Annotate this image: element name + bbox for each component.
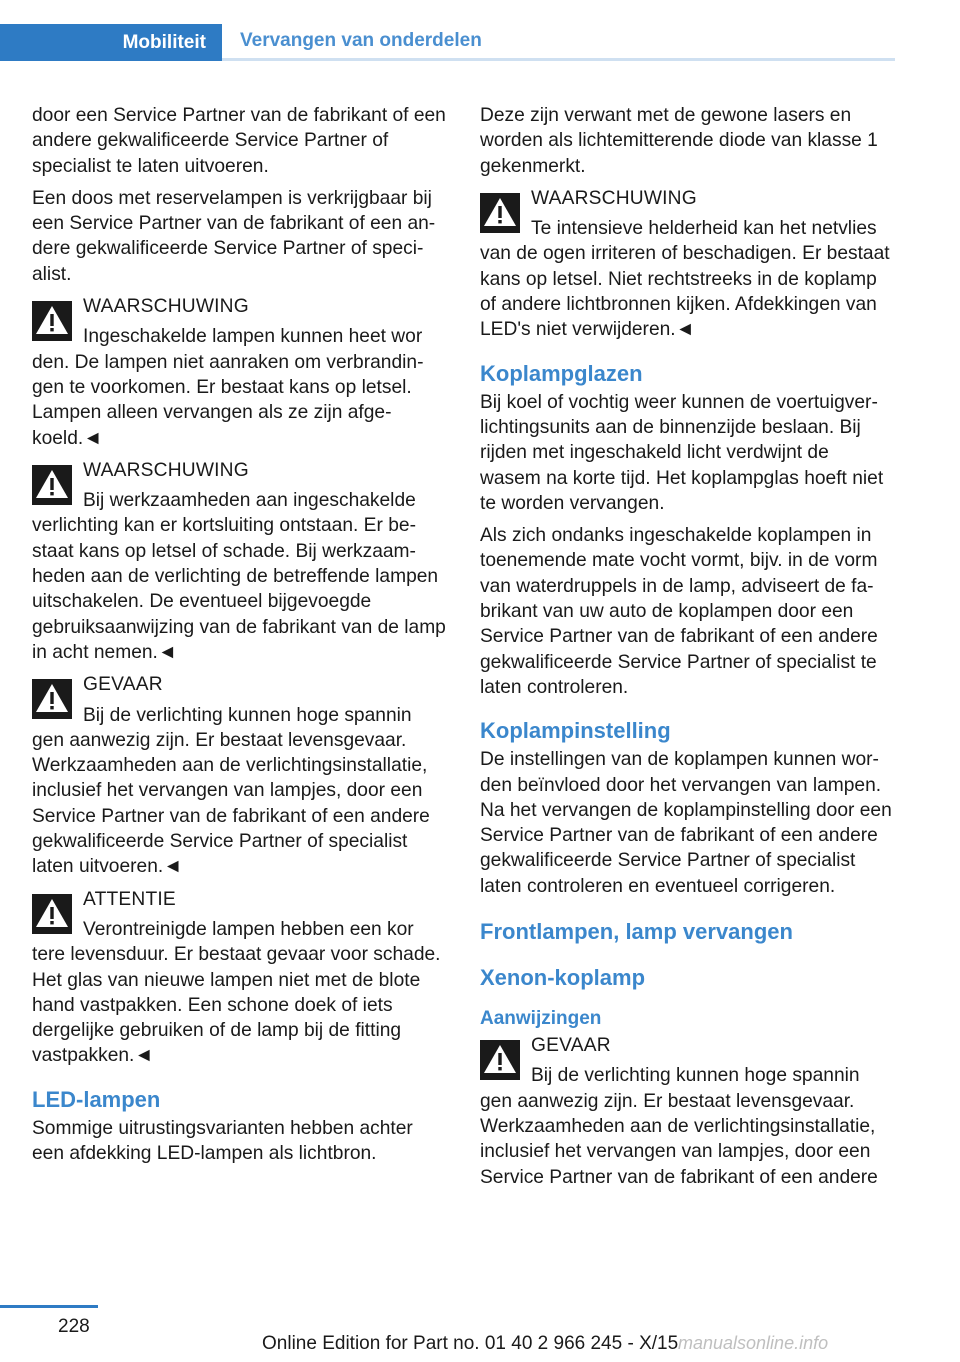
danger-title: GEVAAR [531, 1035, 611, 1057]
heading-xenon-koplamp: Xenon-koplamp [480, 965, 646, 991]
paragraph: door een Service Partner van de fabrikant of een andere gekwalificeerde Service Partner of specialist te laten uitvoeren. [32, 105, 446, 177]
heading-aanwijzingen: Aanwijzingen [480, 1008, 602, 1030]
attention-block [32, 887, 446, 1069]
warning-triangle-icon [480, 1040, 520, 1080]
right-column [480, 103, 894, 1197]
danger-text: Bij de verlichting kunnen hoge spannin [83, 704, 412, 726]
paragraph: Deze zijn verwant met de gewone lasers en worden als lichtemitterende diode van klasse 1 gekenmerkt. [480, 105, 878, 177]
heading-frontlampen: Frontlampen, lamp vervangen [480, 919, 793, 945]
attention-text: tere levensduur. Er bestaat gevaar voor schade. Het glas van nieuwe lampen niet met de blote hand vastpakken. Een schone doek of iets dergelijke gebruiken of de lamp bij de fitting vastpakken.◄ [32, 944, 441, 1067]
left-column [32, 103, 446, 1173]
warning-text: den. De lampen niet aanraken om verbrandingen te voorkomen. Er bestaat kans op letsel. Lampen alleen vervangen als ze zijn afgekoeld.◄ [32, 351, 424, 449]
paragraph: Een doos met reservelampen is verkrijgbaar bij een Service Partner van de fabrikant of een andere gekwalificeerde Service Partner of specialist. [32, 187, 436, 285]
footer-rule [0, 1305, 98, 1308]
danger-text: gen aanwezig zijn. Er bestaat levensgevaar. Werkzaamheden aan de verlichtingsinstallatie, inclusief het vervangen van lampjes, door een Service Partner van de fabrikant of een andere gekwalificeerde Service Partner of specialist laten uitvoeren.◄ [32, 729, 430, 878]
warning-triangle-icon [32, 894, 72, 934]
danger-block [480, 1033, 894, 1190]
danger-title: GEVAAR [83, 674, 163, 696]
warning-triangle-icon [32, 301, 72, 341]
section-tab: Mobiliteit [0, 24, 222, 61]
attention-text: Verontreinigde lampen hebben een kor [83, 918, 414, 940]
warning-block [32, 294, 446, 451]
paragraph: De instellingen van de koplampen kunnen worden beïnvloed door het vervangen van lampen. Na het vervangen de koplampinstelling door een Service Partner van de fabrikant of een andere gekwalificeerde Service Partner of specialist laten controleren en eventueel corrigeren. [480, 749, 892, 897]
page-header [0, 0, 960, 62]
attention-title: ATTENTIE [83, 888, 176, 910]
heading-led-lampen: LED-lampen [32, 1086, 161, 1112]
warning-text: verlichting kan er kortsluiting ontstaan. Er bestaat kans op letsel of schade. Bij werkzaamheden aan de verlichting de betreffende lampen uitschakelen. De eventueel bijgevoegde gebruiksaanwijzing van de fabrikant van de lamp in acht nemen.◄ [32, 515, 446, 663]
warning-title: WAARSCHUWING [83, 296, 249, 318]
heading-koplampglazen: Koplampglazen [480, 360, 643, 386]
danger-text: Bij de verlichting kunnen hoge spannin [531, 1065, 860, 1087]
warning-text: Bij werkzaamheden aan ingeschakelde [83, 490, 416, 512]
warning-triangle-icon [32, 465, 72, 505]
warning-text: Ingeschakelde lampen kunnen heet wor [83, 326, 423, 348]
edition-note: Online Edition for Part no. 01 40 2 966 245 - X/15 [262, 1333, 679, 1354]
watermark: manualsonline.info [678, 1333, 829, 1353]
warning-text: Te intensieve helderheid kan het netvlies [531, 218, 877, 240]
warning-triangle-icon [32, 679, 72, 719]
paragraph: Bij koel of vochtig weer kunnen de voertuigverlichtingsunits aan de binnenzijde beslaan. Bij rijden met ingeschakeld licht verdwijnt de wasem na korte tijd. Het koplampglas hoeft niet te worden vervangen. [480, 391, 884, 514]
danger-text: gen aanwezig zijn. Er bestaat levensgevaar. Werkzaamheden aan de verlichtingsinstallatie, inclusief het vervangen van lampjes, door een Service Partner van de fabrikant of een andere [480, 1090, 878, 1188]
heading-koplampinstelling: Koplampinstelling [480, 718, 671, 744]
warning-title: WAARSCHUWING [531, 187, 697, 209]
danger-block [32, 672, 446, 879]
warning-block [32, 458, 446, 665]
warning-text: van de ogen irriteren of beschadigen. Er bestaat kans op letsel. Niet rechtstreeks in de koplamp of andere lichtbronnen kijken. Afdekkingen van LED's niet verwijderen.◄ [480, 243, 890, 341]
warning-title: WAARSCHUWING [83, 459, 249, 481]
paragraph: Als zich ondanks ingeschakelde koplampen in toenemende mate vocht vormt, bijv. in de vorm van waterdruppels in de lamp, adviseert de fabrikant van uw auto de koplampen door een Service Partner van de fabrikant of een andere gekwalificeerde Service Partner of specialist te laten controleren. [480, 525, 878, 698]
page-number: 228 [58, 1316, 90, 1337]
paragraph: Sommige uitrustingsvarianten hebben achter een afdekking LED-lampen als lichtbron. [32, 1117, 413, 1164]
chapter-tab: Vervangen van onderdelen [222, 24, 895, 61]
warning-block [480, 186, 894, 343]
warning-triangle-icon [480, 193, 520, 233]
